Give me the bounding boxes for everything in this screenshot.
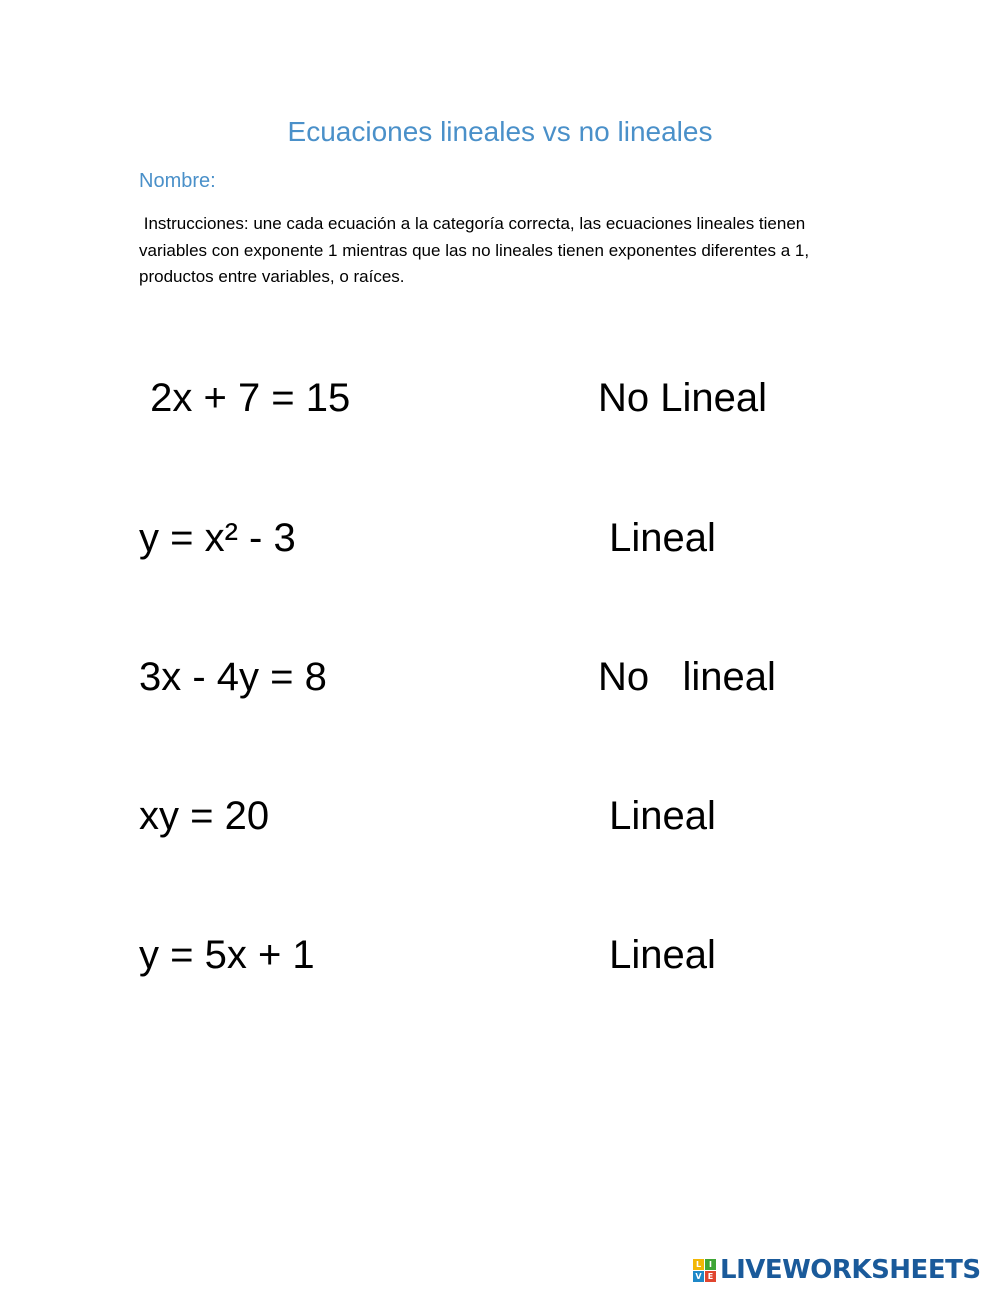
logo-mark-letter: V [693,1271,704,1282]
equation-2[interactable]: y = x² - 3 [139,516,296,560]
equation-5[interactable]: y = 5x + 1 [139,933,315,977]
equation-3[interactable]: 3x - 4y = 8 [139,655,327,699]
category-3[interactable]: No lineal [598,655,776,699]
logo-mark-letter: E [705,1271,716,1282]
category-4[interactable]: Lineal [598,794,716,838]
logo-mark-letter: I [705,1259,716,1270]
liveworksheets-mark-icon [693,1259,716,1282]
equation-4[interactable]: xy = 20 [139,794,270,838]
name-field-label: Nombre: [139,170,216,192]
category-2[interactable]: Lineal [598,516,716,560]
liveworksheets-logo [693,1256,981,1284]
logo-text: LIVEWORKSHEETS [720,1255,981,1285]
instructions-text: Instrucciones: une cada ecuación a la categoría correcta, las ecuaciones lineales tienen variables con exponente 1 mientras que las no lineales tienen exponentes diferentes a 1, productos entre variables, o raíces. [139,214,814,286]
category-1[interactable]: No Lineal [598,376,768,420]
page-title: Ecuaciones lineales vs no lineales [287,116,713,147]
equation-1[interactable]: 2x + 7 = 15 [139,376,351,420]
category-5[interactable]: Lineal [598,933,716,977]
logo-mark-letter: L [693,1259,704,1270]
